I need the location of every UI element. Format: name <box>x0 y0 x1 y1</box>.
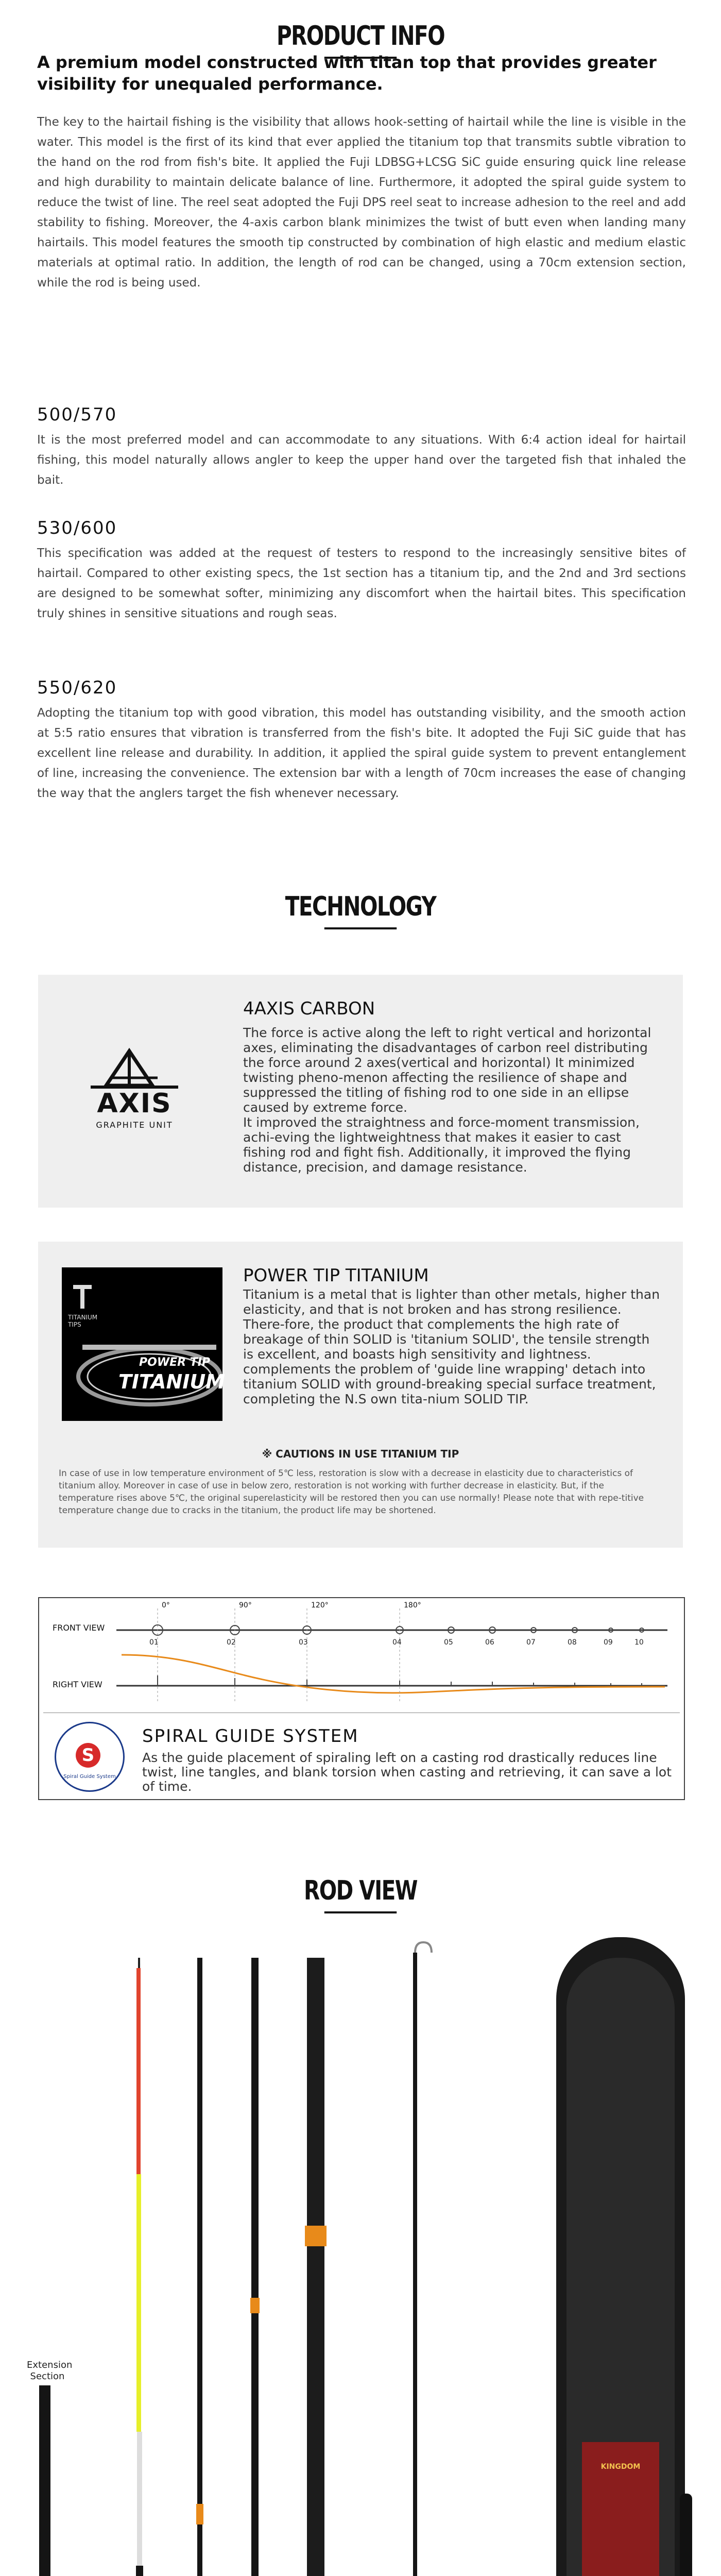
axis-logo <box>80 1047 188 1134</box>
caution-text: In case of use in low temperature environment of 5℃ less, restoration is slow with a decrease in elasticity due to characteristics of titanium alloy. Moreover in case of use in below zero, restoration is not working with further decrease in elasticity. But, if the temperature rises above 5℃, the original superelasticity will be restored then you can use normally! Please note that with repe-titive temperature change due to cracks in the titanium, the product life may be shortened. <box>59 1468 644 1516</box>
angle-label: 90° <box>239 1601 252 1609</box>
guide-number: 01 <box>149 1638 159 1647</box>
model-500-heading: 500/570 <box>37 404 117 425</box>
model-550-heading: 550/620 <box>37 677 117 698</box>
titanium-tip-icon <box>62 1267 222 1421</box>
extension-section-label: Extension Section <box>27 2360 73 2382</box>
axis-logo-text: AXIS <box>97 1088 172 1119</box>
product-info-title: PRODUCT INFO <box>79 21 642 59</box>
guide-number: 06 <box>485 1638 494 1647</box>
model-530-heading: 530/600 <box>37 518 117 538</box>
angle-label: 0° <box>162 1601 170 1609</box>
titanium-text: Titanium is a metal that is lighter than other metals, higher than elasticity, and that is not broken and has strong resilience. There-fore, the product that complements the high rate of breakage of thin SOLID is 'titanium SOLID', the tensile strength is excellent, and boasts high sensitivity and lightness. complements the problem of 'guide line wrapping' detach into titanium SOLID with ground-breaking special surface treatment, completing the N.S own tita-nium SOLID TIP. <box>243 1287 660 1406</box>
titanium-panel <box>38 1242 683 1548</box>
axis-logo-sub: GRAPHITE UNIT <box>96 1120 173 1130</box>
axis-carbon-text: The force is active along the left to right vertical and horizontal axes, eliminating the disadvantages of carbon reel distributing the force around 2 axes(vertical and horizontal) It minimized twisting pheno-menon affecting the resilience of shape and suppressed the titling of fishing rod to one side in an ellipse caused by extreme force. It improved the straightness and force-moment transmission, achi-eving the lightweightness that makes it easier to cast fishing rod and fight fish. Additionally, it improved the flying distance, precision, and damage resistance. <box>243 1025 651 1175</box>
guide-number: 07 <box>526 1638 536 1647</box>
guide-number: 03 <box>299 1638 308 1647</box>
guide-number: 02 <box>227 1638 236 1647</box>
guide-diagram <box>39 1598 684 1717</box>
guide-number: 08 <box>568 1638 577 1647</box>
titanium-logo-big: TITANIUM <box>118 1370 226 1393</box>
spiral-guide-title: SPIRAL GUIDE SYSTEM <box>142 1726 359 1747</box>
model-550-text: Adopting the titanium top with good vibration, this model has outstanding visibility, and the smooth action at 5:5 ratio ensures that vibration is transferred from the fish's bite. It adopted the Fuji SiC guide that has excellent line release and durability. In addition, it applied the spiral guide system to prevent entanglement of line, increasing the convenience. The extension bar with a length of 70cm increases the ease of changing the way that the anglers target the fish whenever necessary. <box>37 706 686 800</box>
angle-label: 120° <box>311 1601 329 1609</box>
guide-number: 05 <box>444 1638 453 1647</box>
guide-number: 09 <box>604 1638 613 1647</box>
case-brand: KINGDOM <box>600 2463 641 2471</box>
angle-label: 180° <box>404 1601 421 1609</box>
spiral-guide-badge <box>55 1722 125 1792</box>
front-view-label: FRONT VIEW <box>53 1623 105 1633</box>
badge-text: Spiral Guide System <box>63 1774 116 1780</box>
titanium-logo-small: TITANIUM TIPS <box>68 1314 98 1328</box>
guide-number: 10 <box>634 1638 644 1647</box>
right-view-label: RIGHT VIEW <box>53 1680 102 1689</box>
titanium-title: POWER TIP TITANIUM <box>243 1265 429 1286</box>
axis-carbon-title: 4AXIS CARBON <box>243 998 375 1019</box>
rod-view-title: ROD VIEW <box>79 1875 642 1913</box>
caution-title: ※ CAUTIONS IN USE TITANIUM TIP <box>262 1448 459 1460</box>
titanium-logo-mid: POWER TIP <box>139 1356 211 1369</box>
badge-letter: S <box>76 1743 100 1768</box>
technology-title: TECHNOLOGY <box>79 891 642 929</box>
axis-carbon-panel <box>38 975 683 1208</box>
model-530-text: This specification was added at the request of testers to respond to the increasingly sensitive bites of hairtail. Compared to other existing specs, the 1st section has a titanium tip, and the 2nd and 3rd sections are designed to be somewhat softer, minimizing any discomfort when the hairtail bites. This specification truly shines in sensitive situations and rough seas. <box>37 547 686 620</box>
model-500-text: It is the most preferred model and can accommodate to any situations. With 6:4 action ideal for hairtail fishing, this model naturally allows angler to keep the upper hand over the targeted fish that inhaled the bait. <box>37 433 686 487</box>
spiral-guide-text: As the guide placement of spiraling left on a casting rod drastically reduces line twist, line tangles, and blank torsion when casting and retrieving, it can save a lot of time. <box>142 1750 672 1794</box>
product-info-heading: A premium model constructed with titan top that provides greater visibility for unequaled performance. <box>37 53 657 94</box>
rod-view-image <box>0 1937 721 2576</box>
guide-number: 04 <box>392 1638 402 1647</box>
titanium-logo <box>62 1267 226 1421</box>
product-info-body: The key to the hairtail fishing is the visibility that allows hook-setting of hairtail while the line is visible in the water. This model is the first of its kind that ever applied the titanium top that transmits subtle vibration to the hand on the rod from fish's bite. It applied the Fuji LDBSG+LCSG SiC guide ensuring quick line release and high durability to maintain delicate balance of line. Furthermore, it adopted the spiral guide system to reduce the twist of line. The reel seat adopted the Fuji DPS reel seat to increase adhesion to the reel and add stability to fishing. Moreover, the 4-axis carbon blank minimizes the twist of butt even when landing many hairtails. This model features the smooth tip constructed by combination of high elastic and medium elastic materials at optimal ratio. In addition, the length of rod can be changed, using a 70cm extension section, while the rod is being used. <box>37 115 686 290</box>
spiral-guide-panel <box>38 1597 685 1800</box>
